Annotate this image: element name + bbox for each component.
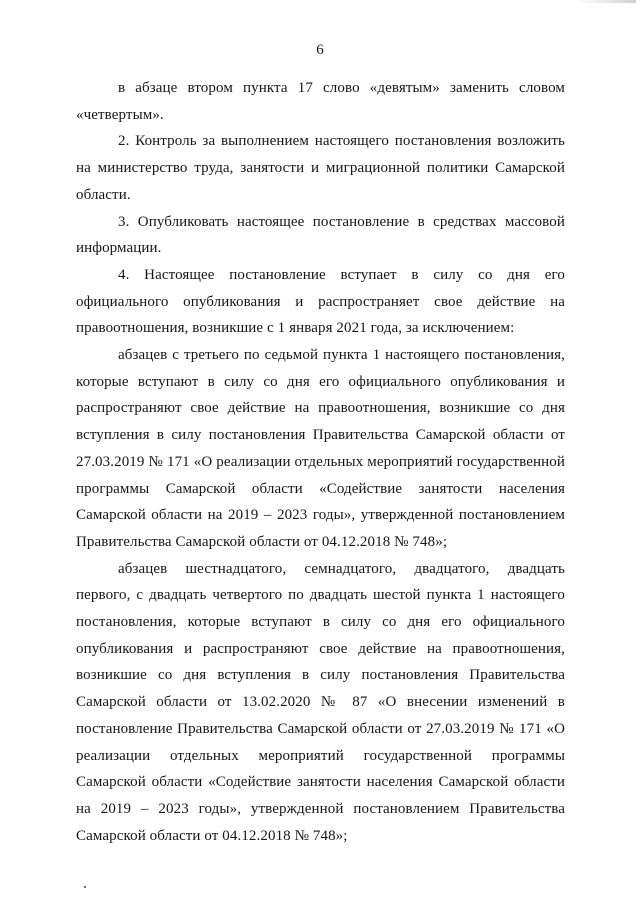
- paragraph-effective-date: 4. Настоящее постановление вступает в силу со дня его официального опубликования и распространяет свое действие на правоотношения, возникшие с 1 января 2021 года, за исключением:: [76, 266, 565, 337]
- scan-speck: [84, 886, 86, 888]
- scan-edge-mark: [576, 0, 636, 3]
- paragraph-amendment-17: в абзаце втором пункта 17 слово «девятым» заменить словом «четвертым».: [76, 80, 565, 123]
- paragraph-exception-2: абзацев шестнадцатого, семнадцатого, двадцатого, двадцать первого, с двадцать четвертого по двадцать шестой пункта 1 настоящего постановления, которые вступают в силу со дня его официального опубликования и распространяют свое действие на правоотношения, возникшие со дня вступления в силу постановления Правительства Самарской области от 13.02.2020 № 87 «О внесении изменений в постановление Правительства Самарской области от 27.03.2019 № 171 «О реализации отдельных мероприятий государственной программы Самарской области «Содействие занятости населения Самарской области на 2019 – 2023 годы», утвержденной постановлением Правительства Самарской области от 04.12.2018 № 748»;: [76, 560, 565, 844]
- page-number: 6: [316, 42, 324, 58]
- paragraph-control: 2. Контроль за выполнением настоящего постановления возложить на министерство труда, занятости и миграционной политики Самарской области.: [76, 133, 565, 203]
- paragraph-exception-1: абзацев с третьего по седьмой пункта 1 настоящего постановления, которые вступают в силу со дня его официального опубликования и распространяют свое действие на правоотношения, возникшие со дня вступления в силу постановления Правительства Самарской области от 27.03.2019 № 171 «О реализации отдельных мероприятий государственной программы Самарской области «Содействие занятости населения Самарской области на 2019 – 2023 годы», утвержденной постановлением Правительства Самарской области от 04.12.2018 № 748»;: [76, 347, 565, 550]
- body-text: [76, 75, 565, 849]
- paragraph-publish: 3. Опубликовать настоящее постановление в средствах массовой информации.: [76, 213, 565, 257]
